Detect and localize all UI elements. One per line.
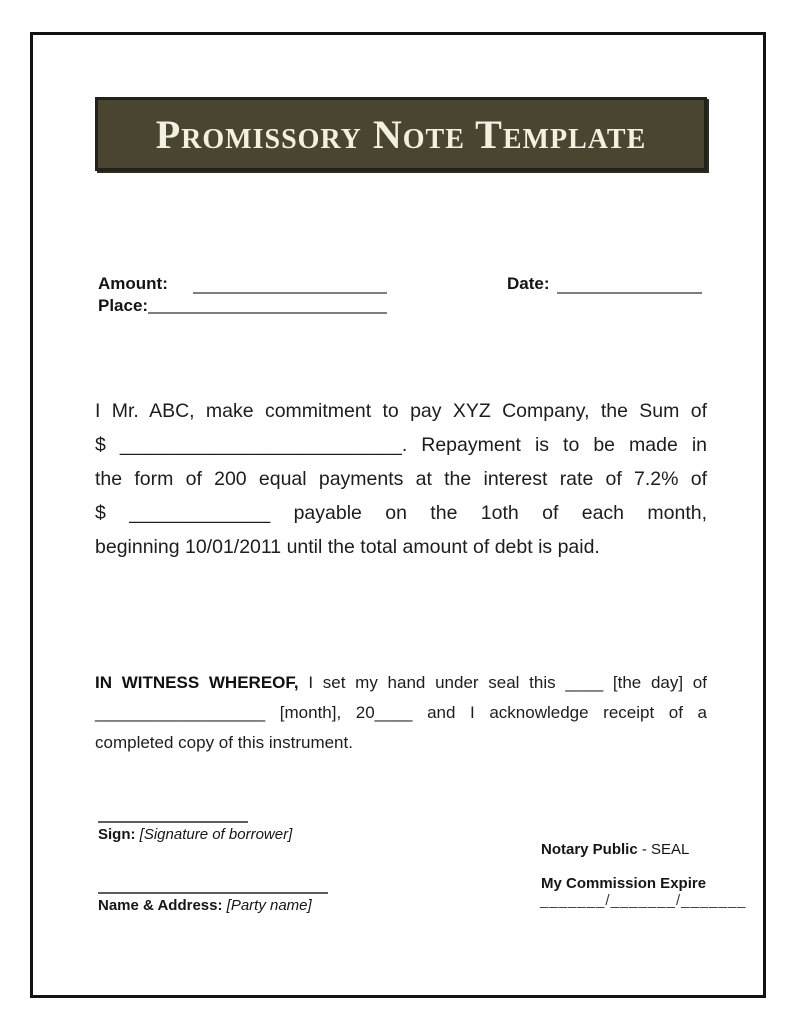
witness-paragraph (95, 668, 707, 758)
signature-caption (98, 826, 292, 843)
sign-hint: [Signature of borrower] (139, 826, 293, 843)
witness-whereof-lead: IN WITNESS WHEREOF, (95, 673, 299, 692)
commitment-line-3: the form of 200 equal payments at the interest rate of 7.2% of (95, 468, 707, 490)
date-label: Date: (507, 274, 550, 293)
notary-seal-text: - SEAL (641, 841, 690, 858)
place-blank-line (148, 312, 387, 314)
commission-expire-label: My Commission Expire (541, 875, 707, 892)
amount-blank-line (193, 292, 387, 294)
sign-label: Sign: (98, 826, 136, 843)
commitment-paragraph (95, 394, 707, 564)
notary-public-label: Notary Public (541, 841, 638, 858)
witness-line-3: completed copy of this instrument. (95, 733, 353, 752)
amount-label: Amount: (98, 274, 168, 293)
commission-expire-caption (541, 875, 706, 892)
name-address-blank-line (98, 892, 328, 894)
witness-line-1 (95, 668, 707, 698)
signature-blank-line (98, 821, 248, 823)
commitment-line-1: I Mr. ABC, make commitment to pay XYZ Company, the Sum of (95, 400, 707, 422)
title-banner (95, 97, 707, 171)
commission-date-blanks: _______/_______/_______ (540, 892, 747, 909)
place-label: Place: (98, 296, 149, 315)
date-blank-line (557, 292, 702, 294)
name-address-label: Name & Address: (98, 897, 223, 914)
name-address-caption (98, 897, 312, 914)
commitment-line-4: $ _____________ payable on the 1oth of each month, (95, 502, 707, 524)
notary-public-caption (541, 841, 689, 858)
promissory-note-page (30, 32, 766, 998)
page-title: Promissory Note Template (155, 111, 647, 157)
commitment-line-2: $ __________________________. Repayment is to be made in (95, 434, 707, 456)
witness-line-1-rest: I set my hand under seal this ____ [the day] of (308, 673, 707, 692)
commitment-line-5: beginning 10/01/2011 until the total amount of debt is paid. (95, 536, 600, 558)
witness-line-2: __________________ [month], 20____ and I acknowledge receipt of a (95, 703, 707, 722)
name-address-hint: [Party name] (226, 897, 312, 914)
